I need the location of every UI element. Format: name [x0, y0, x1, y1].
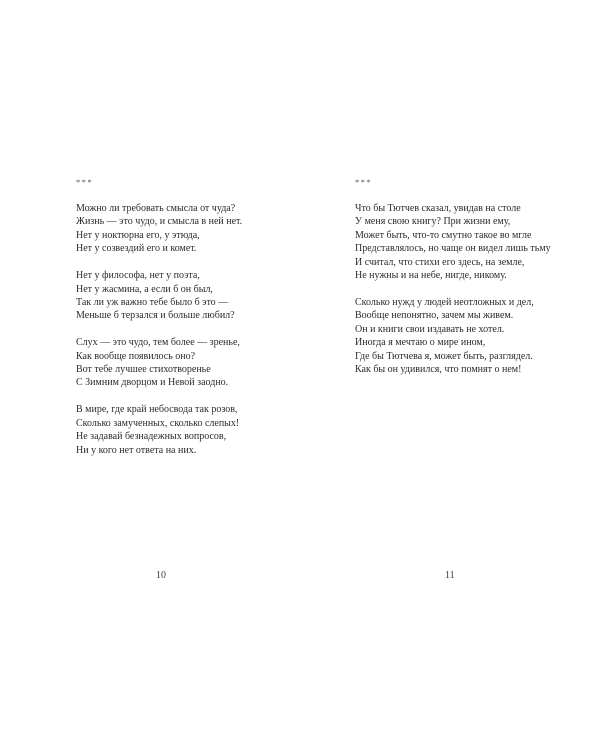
- poem-line: Ни у кого нет ответа на них.: [76, 444, 197, 456]
- poem-left: [76, 178, 291, 471]
- poem-line: Представлялось, но чаще он видел лишь тьму: [355, 243, 551, 255]
- stanza: [76, 336, 291, 390]
- poem-line: Вот тебе лучшее стихотворенье: [76, 364, 211, 376]
- section-separator: ***: [76, 177, 94, 187]
- poem-line: Вообще непонятно, зачем мы живем.: [355, 310, 514, 322]
- poem-line: Иногда я мечтаю о мире ином,: [355, 337, 486, 349]
- poem-line: Не задавай безнадежных вопросов,: [76, 431, 227, 443]
- poem-line: И считал, что стихи его здесь, на земле,: [355, 256, 525, 268]
- poem-line: Меньше б терзался и больше любил?: [76, 310, 235, 322]
- poem-right: [355, 178, 585, 390]
- poem-line: Сколько нужд у людей неотложных и дел,: [355, 296, 534, 308]
- poem-line: Нет у философа, нет у поэта,: [76, 270, 200, 282]
- section-separator: ***: [355, 177, 373, 187]
- page-number: 10: [156, 570, 166, 581]
- poem-line: Нет у созвездий его и комет.: [76, 243, 197, 255]
- poem-line: Сколько замученных, сколько слепых!: [76, 417, 240, 429]
- poem-line: Где бы Тютчева я, может быть, разглядел.: [355, 350, 533, 362]
- poem-line: Так ли уж важно тебе было б это —: [76, 296, 229, 308]
- poem-line: Что бы Тютчев сказал, увидав на столе: [355, 203, 521, 214]
- poem-line: В мире, где край небосвода так розов,: [76, 404, 238, 416]
- poem-line: Может быть, что-то смутно такое во мгле: [355, 229, 532, 241]
- poem-line: Он и книги свои издавать не хотел.: [355, 323, 505, 335]
- poem-line: Как вообще появилось оно?: [76, 350, 196, 362]
- page-number: 11: [445, 570, 455, 581]
- right-page: [300, 0, 600, 750]
- stanza: [76, 403, 291, 457]
- poem-line: У меня свою книгу? При жизни ему,: [355, 216, 511, 228]
- stanza: [76, 269, 291, 323]
- poem-line: Слух — это чудо, тем более — зренье,: [76, 337, 240, 349]
- poem-line: Нет у ноктюрна его, у этюда,: [76, 229, 200, 241]
- poem-line: С Зимним дворцом и Невой заодно.: [76, 377, 229, 389]
- poem-line: Можно ли требовать смысла от чуда?: [76, 203, 236, 214]
- poem-line: Не нужны и на небе, нигде, никому.: [355, 270, 507, 282]
- poem-line: Как бы он удивился, что помнят о нем!: [355, 363, 522, 375]
- poem-line: Жизнь — это чудо, и смысла в ней нет.: [76, 216, 243, 228]
- stanza: [355, 296, 585, 376]
- stanza: [76, 202, 291, 256]
- stanza: [355, 202, 585, 282]
- poem-line: Нет у жасмина, а если б он был,: [76, 283, 213, 295]
